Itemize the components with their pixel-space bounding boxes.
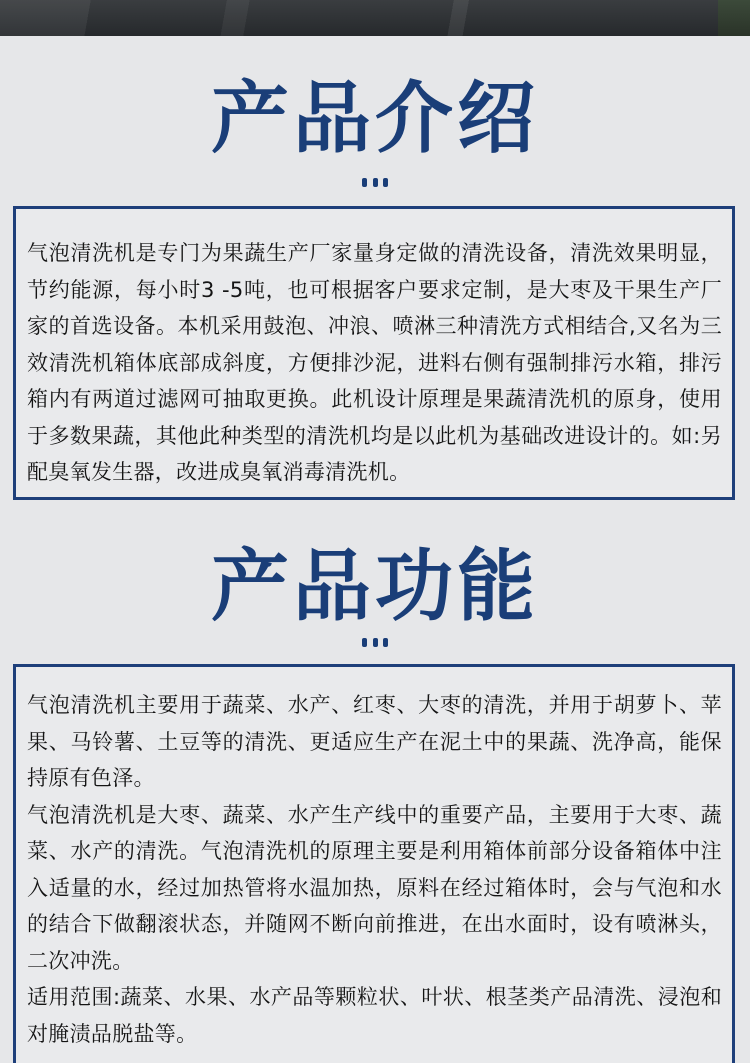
divider-dots: [362, 178, 388, 187]
divider-dot: [373, 178, 378, 187]
top-photo-edge: [718, 0, 750, 36]
section-title-intro: 产品介绍: [210, 74, 539, 164]
divider-dot: [383, 178, 388, 187]
divider-dot: [362, 638, 367, 647]
intro-text-box: [13, 206, 735, 500]
intro-paragraph: 气泡清洗机是专门为果蔬生产厂家量身定做的清洗设备，清洗效果明显，节约能源，每小时3 -5吨，也可根据客户要求定制，是大枣及干果生产厂家的首选设备。本机采用鼓泡、冲浪、喷淋三种清洗方式相结合,又名为三效清洗机箱体底部成斜度，方便排沙泥，进料右侧有强制排污水箱，排污箱内有两道过滤网可抽取更换。此机设计原理是果蔬清洗机的原身，使用于多数果蔬，其他此种类型的清洗机均是以此机为基础改进设计的。如:另配臭氧发生器，改进成臭氧消毒清洗机。: [27, 241, 722, 484]
function-paragraph-uses: 气泡清洗机主要用于蔬菜、水产、红枣、大枣的清洗，并用于胡萝卜、苹果、马铃薯、土豆等的清洗、更适应生产在泥土中的果蔬、洗净高，能保持原有色泽。: [27, 693, 722, 790]
function-paragraph-scope: 适用范围:蔬菜、水果、水产品等颗粒状、叶状、根茎类产品清洗、浸泡和对腌渍品脱盐等。: [27, 985, 722, 1046]
top-photo-strip: [0, 0, 750, 36]
function-paragraph-principle: 气泡清洗机是大枣、蔬菜、水产生产线中的重要产品，主要用于大枣、蔬菜、水产的清洗。气泡清洗机的原理主要是利用箱体前部分设备箱体中注入适量的水，经过加热管将水温加热，原料在经过箱体时，会与气泡和水的结合下做翻滚状态，并随网不断向前推进，在出水面时，设有喷淋头，二次冲洗。: [27, 802, 722, 973]
function-text-box: [13, 664, 735, 1063]
divider-dot: [373, 638, 378, 647]
divider-dot: [383, 638, 388, 647]
divider-dot: [362, 178, 367, 187]
section-title-function: 产品功能: [210, 542, 539, 632]
divider-dots: [362, 638, 388, 647]
